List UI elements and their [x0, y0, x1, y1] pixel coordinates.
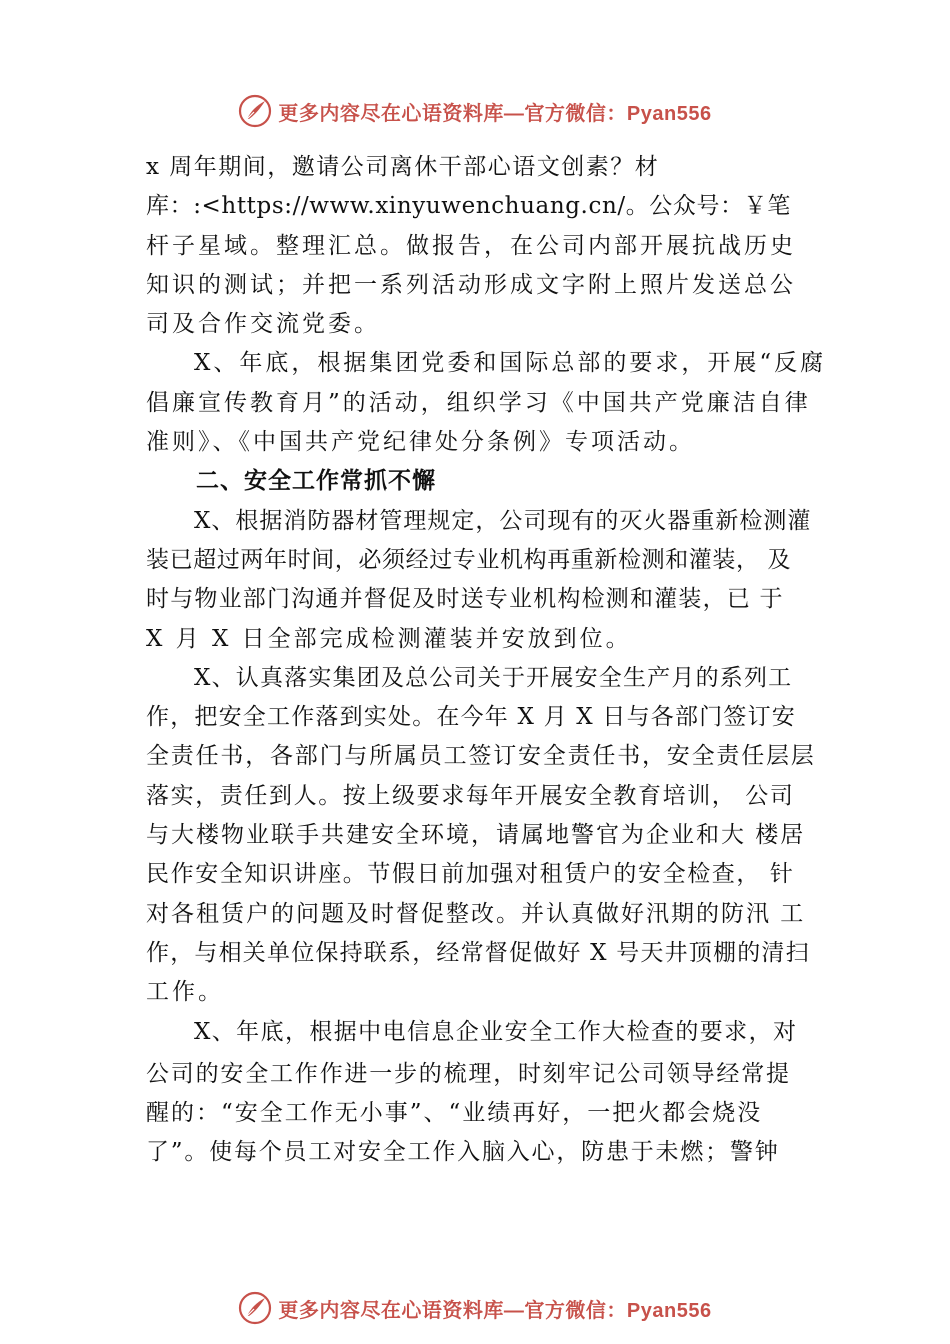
header-banner [0, 94, 950, 128]
body-line: X、年底，根据集团党委和国际总部的要求，开展“反腐 [194, 350, 827, 377]
footer-banner-text: 更多内容尽在心语资料库—官方微信：Pyan556 [278, 1299, 712, 1322]
body-line: 全责任书，各部门与所属员工签订安全责任书，安全责任层层 [146, 743, 816, 770]
feather-pen-logo-icon [238, 94, 272, 128]
body-line: 工作。 [146, 979, 224, 1006]
document-body [146, 148, 836, 1173]
section-heading: 二、安全工作常抓不懈 [196, 468, 436, 495]
body-line: 落实，责任到人。按上级要求每年开展安全教育培训， 公司 [146, 782, 795, 809]
body-line: X、认真落实集团及总公司关于开展安全生产月的系列工 [194, 664, 793, 691]
body-line: 司及合作交流党委。 [146, 311, 380, 338]
body-line: 公司的安全工作作进一步的梳理，时刻牢记公司领导经常提 [146, 1060, 791, 1087]
body-line: 时与物业部门沟通并督促及时送专业机构检测和灌装，已 于 [146, 586, 784, 613]
body-line: 作，把安全工作落到实处。在今年 X 月 X 日与各部门签订安 [146, 704, 796, 731]
body-line: X 月 X 日全部完成检测灌装并安放到位。 [146, 625, 632, 652]
body-line: 库：:<https://www.xinyuwenchuang.cn/。公众号：￥笔 [146, 193, 791, 220]
body-line: 作，与相关单位保持联系，经常督促做好 X 号天井顶棚的清扫 [146, 939, 810, 966]
body-line: X、根据消防器材管理规定，公司现有的灭火器重新检测灌 [194, 507, 812, 534]
body-line: 醒的：“安全工作无小事”、“业绩再好，一把火都会烧没 [146, 1100, 763, 1127]
body-line: 对各租赁户的问题及时督促整改。并认真做好汛期的防汛 工 [146, 900, 806, 927]
feather-pen-logo-icon [238, 1291, 272, 1325]
footer-banner [0, 1291, 950, 1325]
body-line: 准则》、《中国共产党纪律处分条例》专项活动。 [146, 429, 695, 456]
body-line: x 周年期间，邀请公司离休干部心语文创素？材 [146, 154, 660, 180]
body-line: 与大楼物业联手共建安全环境，请属地警官为企业和大 楼居 [146, 822, 806, 849]
body-line: X、年底，根据中电信息企业安全工作大检查的要求，对 [194, 1018, 798, 1045]
body-line: 装已超过两年时间，必须经过专业机构再重新检测和灌装， 及 [146, 546, 792, 573]
body-line: 了”。使每个员工对安全工作入脑入心，防患于未燃；警钟 [146, 1139, 780, 1166]
header-banner-text: 更多内容尽在心语资料库—官方微信：Pyan556 [278, 102, 712, 125]
body-line: 杆子星域。整理汇总。做报告，在公司内部开展抗战历史 [146, 232, 796, 259]
body-line: 知识的测试；并把一系列活动形成文字附上照片发送总公 [146, 271, 796, 298]
body-line: 民作安全知识讲座。节假日前加强对租赁户的安全检查， 针 [146, 861, 795, 888]
body-line: 倡廉宣传教育月”的活动，组织学习《中国共产党廉洁自律 [146, 389, 811, 416]
